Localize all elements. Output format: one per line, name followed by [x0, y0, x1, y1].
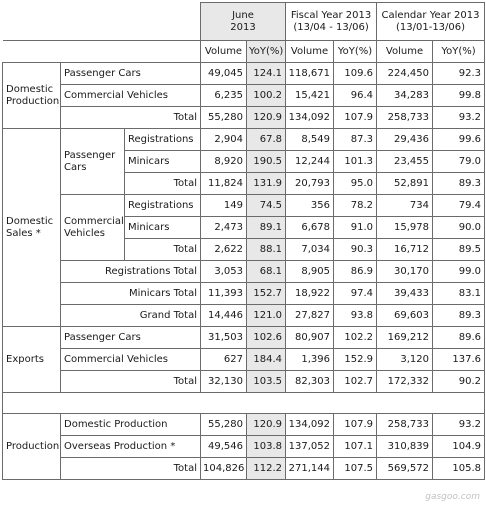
cell-y3: 105.8	[433, 458, 485, 480]
cell-v3: 258,733	[377, 414, 433, 436]
row-label: Minicars	[125, 217, 201, 239]
row-label: Total	[61, 371, 201, 393]
cell-y2: 107.5	[334, 458, 377, 480]
cell-v2: 1,396	[286, 349, 334, 371]
row-label: Minicars Total	[61, 283, 201, 305]
cell-y1: 89.1	[247, 217, 286, 239]
header-cy-yoy: YoY(%)	[433, 41, 485, 63]
table-row	[3, 85, 485, 107]
row-label: Registrations	[125, 195, 201, 217]
cell-v3: 734	[377, 195, 433, 217]
table-row	[3, 129, 485, 151]
cell-y1: 103.8	[247, 436, 286, 458]
table-row	[3, 195, 485, 217]
cell-y2: 102.2	[334, 327, 377, 349]
cell-v2: 134,092	[286, 414, 334, 436]
cell-v3: 3,120	[377, 349, 433, 371]
cell-v2: 82,303	[286, 371, 334, 393]
cell-v3: 23,455	[377, 151, 433, 173]
cell-v1: 49,045	[201, 63, 247, 85]
cell-y2: 86.9	[334, 261, 377, 283]
cell-v1: 11,393	[201, 283, 247, 305]
header-corner-2	[3, 41, 201, 63]
cell-y1: 184.4	[247, 349, 286, 371]
cell-y1: 112.2	[247, 458, 286, 480]
cell-y3: 93.2	[433, 107, 485, 129]
cell-v2: 27,827	[286, 305, 334, 327]
cell-y2: 95.0	[334, 173, 377, 195]
cell-v2: 20,793	[286, 173, 334, 195]
cell-y2: 78.2	[334, 195, 377, 217]
header-row-metrics	[3, 41, 485, 63]
cell-y1: 100.2	[247, 85, 286, 107]
section-exports: Exports	[3, 327, 61, 393]
cell-y3: 137.6	[433, 349, 485, 371]
cell-y3: 89.5	[433, 239, 485, 261]
cell-y1: 121.0	[247, 305, 286, 327]
cell-v2: 15,421	[286, 85, 334, 107]
cell-y1: 131.9	[247, 173, 286, 195]
cell-v1: 31,503	[201, 327, 247, 349]
table-row	[3, 283, 485, 305]
cell-v2: 134,092	[286, 107, 334, 129]
row-label: Passenger Cars	[61, 327, 201, 349]
cell-y2: 107.9	[334, 414, 377, 436]
cell-v3: 258,733	[377, 107, 433, 129]
cell-y1: 67.8	[247, 129, 286, 151]
section-production: Production	[3, 414, 61, 480]
cell-v1: 104,826	[201, 458, 247, 480]
cell-y2: 107.1	[334, 436, 377, 458]
row-label: Registrations Total	[61, 261, 201, 283]
row-label: Registrations	[125, 129, 201, 151]
cell-y2: 109.6	[334, 63, 377, 85]
header-june-volume: Volume	[201, 41, 247, 63]
spacer-row	[3, 393, 485, 414]
header-june-yoy: YoY(%)	[247, 41, 286, 63]
cell-y1: 120.9	[247, 414, 286, 436]
cell-y3: 79.4	[433, 195, 485, 217]
sales-table	[2, 2, 485, 480]
cell-y3: 83.1	[433, 283, 485, 305]
cell-y1: 74.5	[247, 195, 286, 217]
table-row	[3, 436, 485, 458]
table-row	[3, 349, 485, 371]
cell-y1: 152.7	[247, 283, 286, 305]
row-label: Domestic Production	[61, 414, 201, 436]
cell-v1: 2,473	[201, 217, 247, 239]
cell-y3: 79.0	[433, 151, 485, 173]
header-cy-volume: Volume	[377, 41, 433, 63]
header-june: June 2013	[201, 3, 286, 41]
cell-v1: 8,920	[201, 151, 247, 173]
cell-v2: 18,922	[286, 283, 334, 305]
cell-v3: 169,212	[377, 327, 433, 349]
cell-v1: 14,446	[201, 305, 247, 327]
cell-y2: 97.4	[334, 283, 377, 305]
cell-v1: 55,280	[201, 107, 247, 129]
spacer-cell	[3, 393, 485, 414]
cell-y1: 120.9	[247, 107, 286, 129]
row-label: Grand Total	[61, 305, 201, 327]
cell-v2: 12,244	[286, 151, 334, 173]
cell-v3: 172,332	[377, 371, 433, 393]
cell-y2: 96.4	[334, 85, 377, 107]
cell-y2: 87.3	[334, 129, 377, 151]
cell-y2: 102.7	[334, 371, 377, 393]
cell-v2: 7,034	[286, 239, 334, 261]
table-row	[3, 414, 485, 436]
cell-v1: 55,280	[201, 414, 247, 436]
cell-v3: 30,170	[377, 261, 433, 283]
cell-v2: 8,905	[286, 261, 334, 283]
table-row	[3, 63, 485, 85]
table-row	[3, 371, 485, 393]
header-corner	[3, 3, 201, 41]
cell-v1: 49,546	[201, 436, 247, 458]
cell-v3: 15,978	[377, 217, 433, 239]
subgroup-commercial-vehicles: Commercial Vehicles	[61, 195, 125, 261]
row-label: Overseas Production *	[61, 436, 201, 458]
cell-v1: 32,130	[201, 371, 247, 393]
cell-v2: 80,907	[286, 327, 334, 349]
cell-y1: 88.1	[247, 239, 286, 261]
header-fy-yoy: YoY(%)	[334, 41, 377, 63]
section-domestic-sales: Domestic Sales *	[3, 129, 61, 327]
row-label: Minicars	[125, 151, 201, 173]
table-row	[3, 305, 485, 327]
table-row	[3, 107, 485, 129]
cell-v1: 3,053	[201, 261, 247, 283]
cell-v2: 271,144	[286, 458, 334, 480]
row-label: Commercial Vehicles	[61, 349, 201, 371]
cell-v3: 569,572	[377, 458, 433, 480]
cell-y2: 107.9	[334, 107, 377, 129]
table-row	[3, 458, 485, 480]
cell-v1: 2,622	[201, 239, 247, 261]
cell-v2: 137,052	[286, 436, 334, 458]
cell-y2: 152.9	[334, 349, 377, 371]
cell-y3: 99.6	[433, 129, 485, 151]
cell-v3: 29,436	[377, 129, 433, 151]
section-domestic-production: Domestic Production	[3, 63, 61, 129]
cell-y3: 92.3	[433, 63, 485, 85]
row-label: Total	[125, 173, 201, 195]
cell-v2: 356	[286, 195, 334, 217]
row-label: Total	[125, 239, 201, 261]
cell-y1: 68.1	[247, 261, 286, 283]
cell-y2: 90.3	[334, 239, 377, 261]
cell-v2: 8,549	[286, 129, 334, 151]
cell-y2: 93.8	[334, 305, 377, 327]
cell-v3: 16,712	[377, 239, 433, 261]
cell-v1: 627	[201, 349, 247, 371]
row-label: Total	[61, 458, 201, 480]
cell-v3: 69,603	[377, 305, 433, 327]
subgroup-passenger-cars: Passenger Cars	[61, 129, 125, 195]
cell-v1: 6,235	[201, 85, 247, 107]
cell-v2: 6,678	[286, 217, 334, 239]
cell-v1: 11,824	[201, 173, 247, 195]
cell-v1: 149	[201, 195, 247, 217]
watermark: gasgoo.com	[425, 492, 480, 502]
cell-v2: 118,671	[286, 63, 334, 85]
cell-v3: 224,450	[377, 63, 433, 85]
cell-y1: 103.5	[247, 371, 286, 393]
row-label: Commercial Vehicles	[61, 85, 201, 107]
cell-v3: 52,891	[377, 173, 433, 195]
cell-v1: 2,904	[201, 129, 247, 151]
cell-y2: 101.3	[334, 151, 377, 173]
cell-v3: 34,283	[377, 85, 433, 107]
header-calendar-year: Calendar Year 2013 (13/01-13/06)	[377, 3, 485, 41]
cell-y3: 90.0	[433, 217, 485, 239]
row-label: Total	[61, 107, 201, 129]
cell-y3: 89.6	[433, 327, 485, 349]
header-fy-volume: Volume	[286, 41, 334, 63]
cell-y3: 99.0	[433, 261, 485, 283]
header-fiscal-year: Fiscal Year 2013 (13/04 - 13/06)	[286, 3, 377, 41]
table-row	[3, 261, 485, 283]
cell-y3: 90.2	[433, 371, 485, 393]
cell-y1: 102.6	[247, 327, 286, 349]
header-row-periods	[3, 3, 485, 41]
table-row	[3, 327, 485, 349]
cell-y3: 89.3	[433, 173, 485, 195]
cell-y3: 93.2	[433, 414, 485, 436]
cell-y1: 190.5	[247, 151, 286, 173]
row-label: Passenger Cars	[61, 63, 201, 85]
cell-y3: 99.8	[433, 85, 485, 107]
cell-y1: 124.1	[247, 63, 286, 85]
cell-v3: 39,433	[377, 283, 433, 305]
cell-y3: 89.3	[433, 305, 485, 327]
cell-v3: 310,839	[377, 436, 433, 458]
cell-y3: 104.9	[433, 436, 485, 458]
cell-y2: 91.0	[334, 217, 377, 239]
